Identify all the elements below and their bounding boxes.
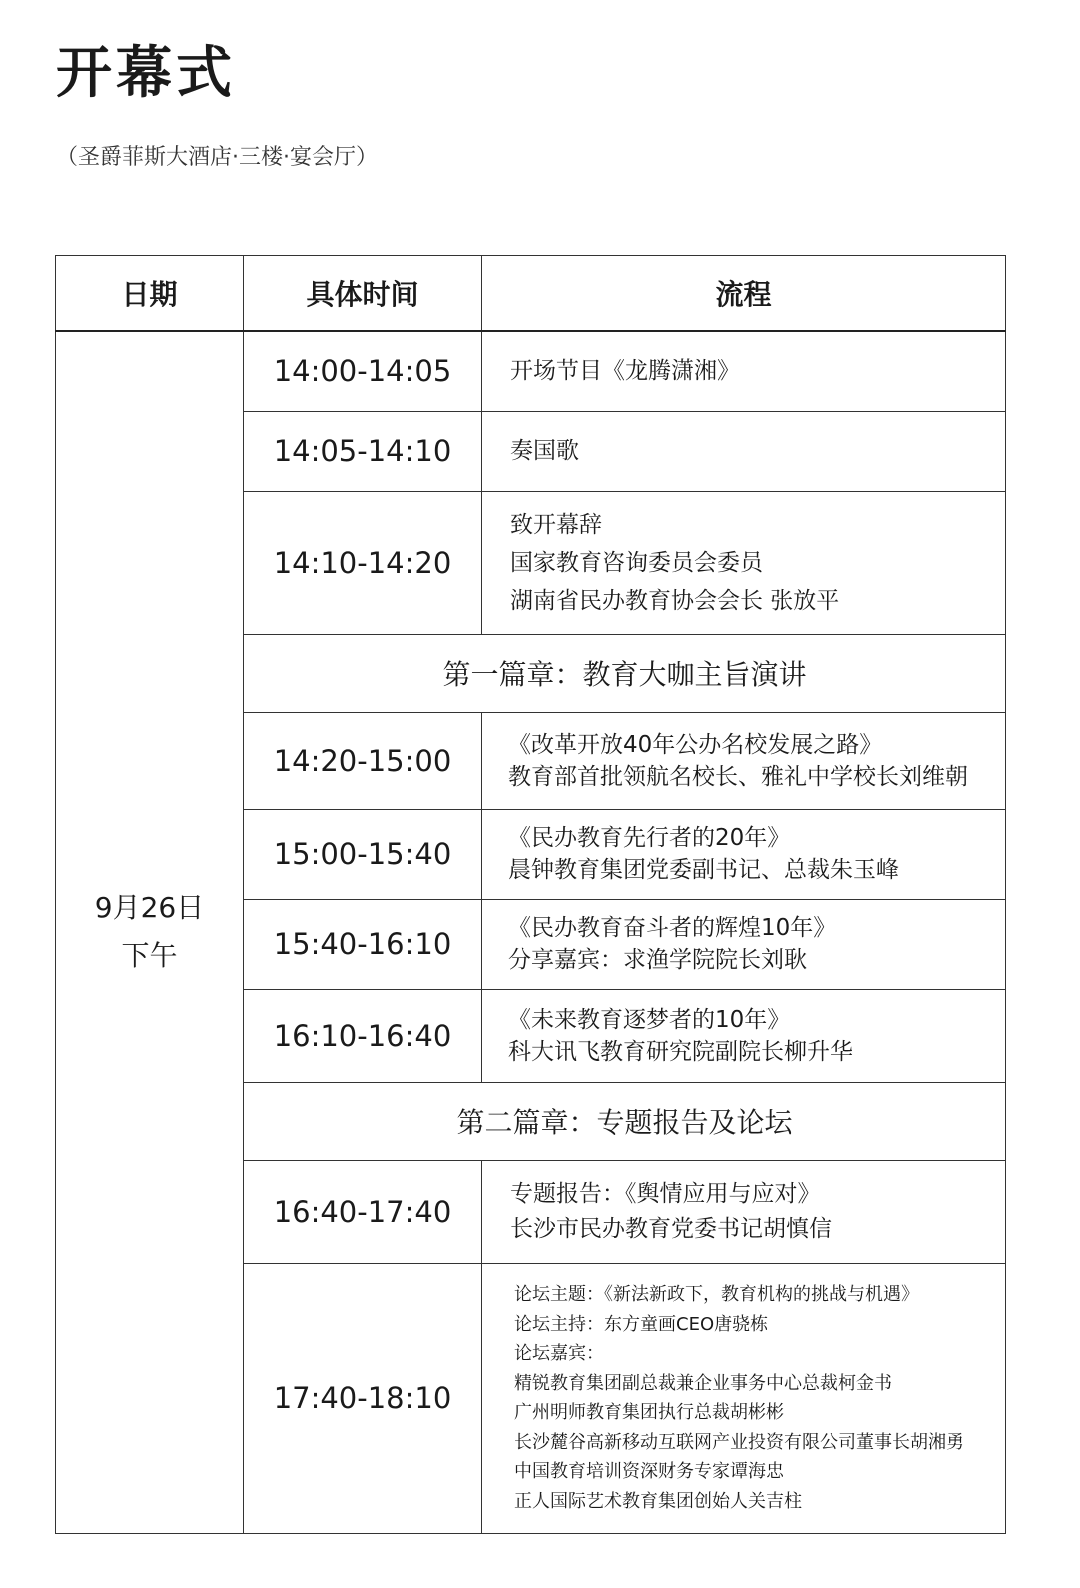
flow-line: 《未来教育逐梦者的10年》 bbox=[508, 1006, 791, 1033]
flow-line: 科大讯飞教育研究院副院长柳升华 bbox=[508, 1038, 853, 1065]
flow-line: 国家教育咨询委员会委员 bbox=[510, 549, 763, 576]
flow-cell bbox=[482, 1160, 1006, 1263]
flow-line: 分享嘉宾：求渔学院院长刘耿 bbox=[508, 947, 807, 973]
flow-cell bbox=[482, 331, 1006, 411]
chapter-heading: 第一篇章：教育大咖主旨演讲 bbox=[244, 634, 1006, 712]
flow-cell bbox=[482, 712, 1006, 809]
flow-line: 长沙麓谷高新移动互联网产业投资有限公司董事长胡湘勇 bbox=[514, 1431, 964, 1453]
chapter-heading: 第二篇章：专题报告及论坛 bbox=[244, 1082, 1006, 1160]
flow-line: 开场节目《龙腾潇湘》 bbox=[510, 357, 740, 384]
time-cell: 17:40-18:10 bbox=[244, 1263, 482, 1533]
time-cell: 15:00-15:40 bbox=[244, 809, 482, 899]
header-flow: 流程 bbox=[482, 256, 1006, 332]
flow-line: 教育部首批领航名校长、雅礼中学校长刘维朝 bbox=[508, 763, 968, 790]
flow-line: 精锐教育集团副总裁兼企业事务中心总裁柯金书 bbox=[514, 1372, 892, 1394]
flow-line: 论坛主持：东方童画CEO唐骁栋 bbox=[514, 1313, 769, 1335]
flow-line: 长沙市民办教育党委书记胡慎信 bbox=[510, 1215, 832, 1242]
flow-line: 《民办教育奋斗者的辉煌10年》 bbox=[508, 915, 837, 941]
time-cell: 16:10-16:40 bbox=[244, 989, 482, 1082]
table-row bbox=[56, 331, 1006, 411]
flow-cell bbox=[482, 899, 1006, 989]
flow-cell bbox=[482, 411, 1006, 491]
time-cell: 14:00-14:05 bbox=[244, 331, 482, 411]
header-time: 具体时间 bbox=[244, 256, 482, 332]
flow-line: 致开幕辞 bbox=[510, 511, 602, 538]
flow-line: 奏国歌 bbox=[510, 437, 579, 464]
date-period: 下午 bbox=[121, 939, 178, 973]
flow-line: 湖南省民办教育协会会长 张放平 bbox=[510, 587, 840, 614]
flow-line: 论坛主题：《新法新政下，教育机构的挑战与机遇》 bbox=[514, 1284, 919, 1305]
flow-line: 中国教育培训资深财务专家谭海忠 bbox=[514, 1461, 784, 1482]
flow-line: 《民办教育先行者的20年》 bbox=[508, 825, 791, 851]
flow-line: 《改革开放40年公办名校发展之路》 bbox=[508, 731, 883, 758]
flow-line: 专题报告：《舆情应用与应对》 bbox=[510, 1180, 821, 1207]
flow-cell bbox=[482, 809, 1006, 899]
header-date: 日期 bbox=[56, 256, 244, 332]
flow-line: 论坛嘉宾： bbox=[514, 1343, 604, 1364]
time-cell: 14:20-15:00 bbox=[244, 712, 482, 809]
flow-cell bbox=[482, 1263, 1006, 1533]
flow-line: 正人国际艺术教育集团创始人关吉柱 bbox=[514, 1490, 802, 1512]
time-cell: 14:05-14:10 bbox=[244, 411, 482, 491]
time-cell: 15:40-16:10 bbox=[244, 899, 482, 989]
flow-line: 广州明师教育集团执行总裁胡彬彬 bbox=[514, 1402, 784, 1423]
table-header-row bbox=[56, 256, 1006, 332]
time-cell: 16:40-17:40 bbox=[244, 1160, 482, 1263]
page-title: 开幕式 bbox=[56, 41, 236, 106]
flow-cell bbox=[482, 491, 1006, 634]
time-cell: 14:10-14:20 bbox=[244, 491, 482, 634]
date-cell bbox=[56, 331, 244, 1533]
schedule-table bbox=[55, 255, 1006, 1534]
venue-subtitle: （圣爵菲斯大酒店·三楼·宴会厅） bbox=[56, 145, 378, 170]
flow-line: 晨钟教育集团党委副书记、总裁朱玉峰 bbox=[508, 857, 899, 883]
flow-cell bbox=[482, 989, 1006, 1082]
date-day: 9月26日 bbox=[94, 891, 205, 925]
